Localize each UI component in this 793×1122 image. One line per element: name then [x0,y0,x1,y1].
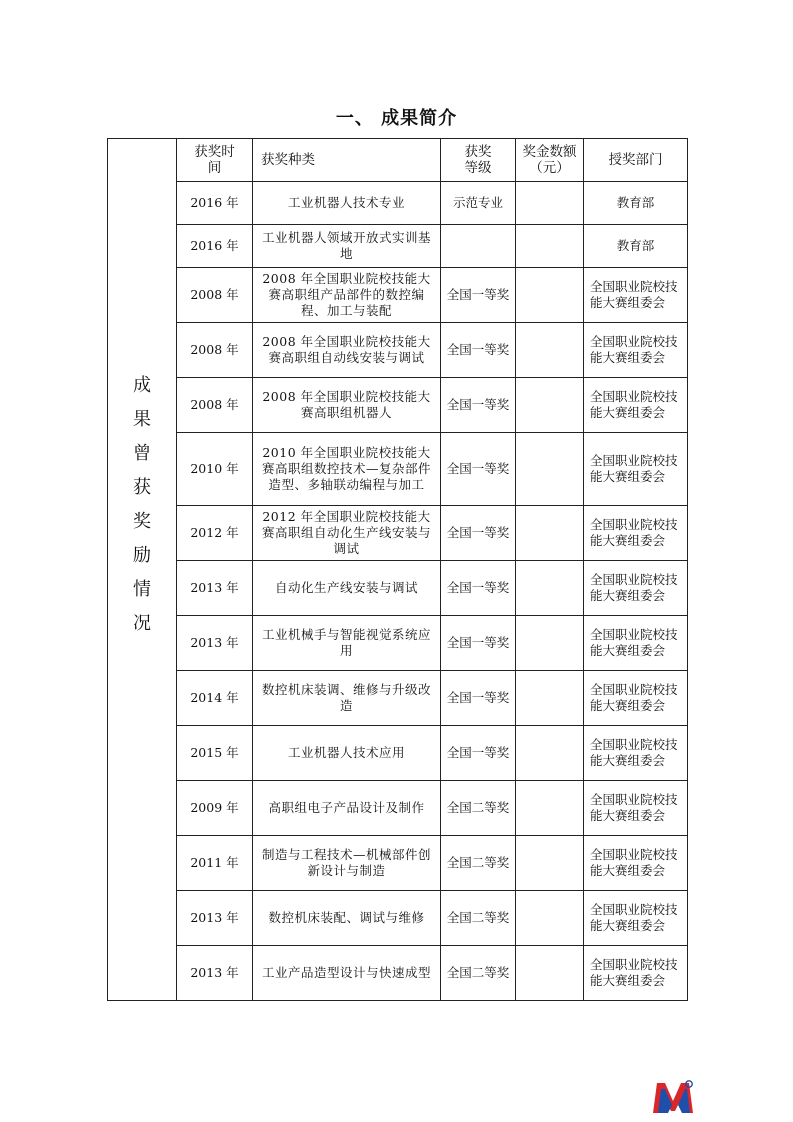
cell-category: 自动化生产线安装与调试 [253,561,441,616]
header-level: 获奖等级 [441,139,516,182]
cell-time: 2008 年 [177,323,253,378]
header-amount: 奖金数额（元） [516,139,584,182]
table-row [108,946,688,1001]
cell-level [441,225,516,268]
cell-dept: 全国职业院校技能大赛组委会 [584,433,688,506]
publisher-logo-icon [651,1079,695,1115]
cell-level: 全国一等奖 [441,378,516,433]
cell-level: 全国二等奖 [441,891,516,946]
cell-amount [516,616,584,671]
cell-amount [516,225,584,268]
cell-level: 示范专业 [441,182,516,225]
header-dept: 授奖部门 [584,139,688,182]
cell-dept: 全国职业院校技能大赛组委会 [584,616,688,671]
cell-dept: 全国职业院校技能大赛组委会 [584,836,688,891]
table-row [108,433,688,506]
cell-time: 2015 年 [177,726,253,781]
cell-time: 2008 年 [177,378,253,433]
cell-amount [516,433,584,506]
cell-level: 全国二等奖 [441,946,516,1001]
cell-level: 全国一等奖 [441,726,516,781]
cell-category: 工业产品造型设计与快速成型 [253,946,441,1001]
cell-category: 2012 年全国职业院校技能大赛高职组自动化生产线安装与调试 [253,506,441,561]
cell-time: 2014 年 [177,671,253,726]
table-row [108,323,688,378]
cell-level: 全国一等奖 [441,323,516,378]
table-row [108,836,688,891]
table-row [108,671,688,726]
cell-dept: 全国职业院校技能大赛组委会 [584,946,688,1001]
cell-amount [516,378,584,433]
page-title: 一、 成果简介 [335,108,458,129]
cell-category: 工业机械手与智能视觉系统应用 [253,616,441,671]
header-category: 获奖种类 [253,139,441,182]
cell-dept: 教育部 [584,225,688,268]
cell-category: 2008 年全国职业院校技能大赛高职组自动线安装与调试 [253,323,441,378]
cell-category: 2010 年全国职业院校技能大赛高职组数控技术—复杂部件造型、多轴联动编程与加工 [253,433,441,506]
cell-level: 全国二等奖 [441,836,516,891]
table-row [108,891,688,946]
cell-category: 数控机床装配、调试与维修 [253,891,441,946]
cell-category: 数控机床装调、维修与升级改造 [253,671,441,726]
table-row [108,726,688,781]
cell-time: 2011 年 [177,836,253,891]
table-row [108,182,688,225]
cell-category: 工业机器人领域开放式实训基地 [253,225,441,268]
cell-amount [516,891,584,946]
table-row [108,561,688,616]
cell-dept: 全国职业院校技能大赛组委会 [584,268,688,323]
cell-amount [516,836,584,891]
cell-time: 2012 年 [177,506,253,561]
cell-dept: 全国职业院校技能大赛组委会 [584,378,688,433]
table-row [108,378,688,433]
cell-level: 全国一等奖 [441,268,516,323]
cell-time: 2009 年 [177,781,253,836]
cell-time: 2013 年 [177,616,253,671]
cell-level: 全国二等奖 [441,781,516,836]
cell-level: 全国一等奖 [441,506,516,561]
cell-time: 2013 年 [177,891,253,946]
cell-category: 制造与工程技术—机械部件创新设计与制造 [253,836,441,891]
cell-category: 2008 年全国职业院校技能大赛高职组产品部件的数控编程、加工与装配 [253,268,441,323]
awards-table [107,138,688,1001]
cell-time: 2016 年 [177,182,253,225]
cell-level: 全国一等奖 [441,561,516,616]
cell-amount [516,671,584,726]
cell-amount [516,182,584,225]
table-header-row [108,139,688,182]
cell-amount [516,726,584,781]
cell-category: 工业机器人技术专业 [253,182,441,225]
cell-level: 全国一等奖 [441,671,516,726]
cell-dept: 全国职业院校技能大赛组委会 [584,506,688,561]
cell-dept: 教育部 [584,182,688,225]
table-row [108,616,688,671]
cell-category: 2008 年全国职业院校技能大赛高职组机器人 [253,378,441,433]
cell-time: 2010 年 [177,433,253,506]
table-row [108,225,688,268]
cell-dept: 全国职业院校技能大赛组委会 [584,671,688,726]
cell-amount [516,946,584,1001]
cell-category: 工业机器人技术应用 [253,726,441,781]
cell-amount [516,323,584,378]
cell-amount [516,781,584,836]
table-row [108,781,688,836]
cell-amount [516,268,584,323]
side-label-cell [108,139,177,1001]
cell-level: 全国一等奖 [441,616,516,671]
table-row [108,506,688,561]
cell-dept: 全国职业院校技能大赛组委会 [584,781,688,836]
cell-time: 2013 年 [177,946,253,1001]
cell-time: 2013 年 [177,561,253,616]
cell-amount [516,561,584,616]
table-row [108,268,688,323]
cell-level: 全国一等奖 [441,433,516,506]
cell-dept: 全国职业院校技能大赛组委会 [584,323,688,378]
side-label: 成果曾获奖励情况 [133,375,151,634]
cell-dept: 全国职业院校技能大赛组委会 [584,561,688,616]
header-time: 获奖时间 [177,139,253,182]
cell-time: 2016 年 [177,225,253,268]
cell-dept: 全国职业院校技能大赛组委会 [584,726,688,781]
cell-time: 2008 年 [177,268,253,323]
cell-dept: 全国职业院校技能大赛组委会 [584,891,688,946]
cell-category: 高职组电子产品设计及制作 [253,781,441,836]
cell-amount [516,506,584,561]
